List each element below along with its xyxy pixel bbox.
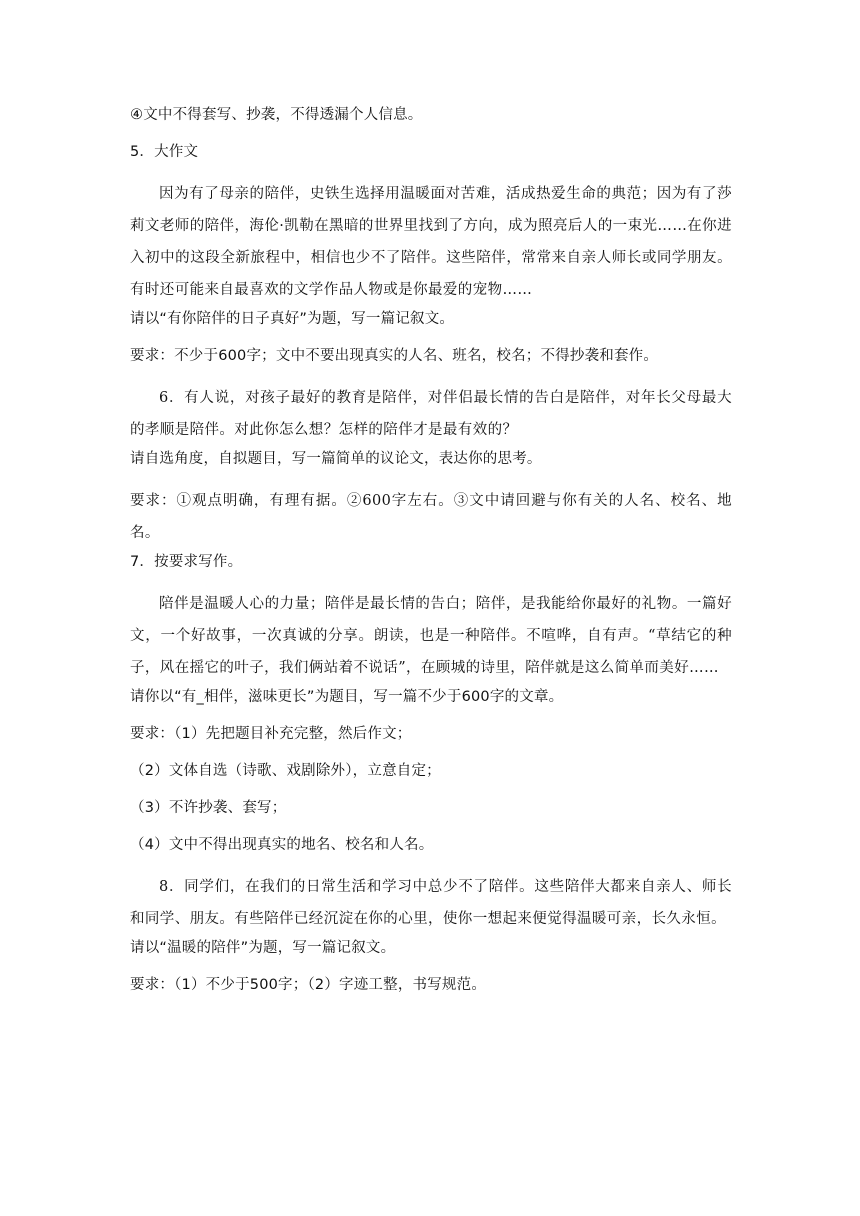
q5-task: 请以“有你陪伴的日子真好”为题，写一篇记叙文。	[130, 311, 455, 327]
q7-task: 请你以“有_相伴，滋味更长”为题目，写一篇不少于600字的文章。	[130, 689, 564, 705]
q7-requirement-3: （3）不许抄袭、套写；	[130, 800, 287, 816]
q7-requirement-2: （2）文体自选（诗歌、戏剧除外），立意自定；	[130, 763, 441, 779]
q6-task: 请自选角度，自拟题目，写一篇简单的议论文，表达你的思考。	[130, 451, 542, 467]
q8-requirement: 要求：（1）不少于500字；（2）字迹工整，书写规范。	[130, 977, 487, 993]
document-page	[130, 104, 732, 1011]
q7-material: 陪伴是温暖人心的力量；陪伴是最长情的告白；陪伴，是我能给你最好的礼物。一篇好文，一个好故事，一次真诚的分享。朗读，也是一种陪伴。不喧哗，自有声。“草结它的种子，风在摇它的叶子，我们俩站着不说话”，在顾城的诗里，陪伴就是这么简单而美好……	[130, 596, 732, 676]
q5-requirement: 要求：不少于600字；文中不要出现真实的人名、班名，校名；不得抄袭和套作。	[130, 348, 659, 364]
q7-requirement-1: 要求：（1）先把题目补充完整，然后作文；	[130, 726, 412, 742]
q7-requirement-4: （4）文中不得出现真实的地名、校名和人名。	[130, 837, 434, 853]
q8-task: 请以“温暖的陪伴”为题，写一篇记叙文。	[130, 940, 396, 956]
q4-requirement-4: ④文中不得套写、抄袭，不得透漏个人信息。	[130, 107, 423, 123]
q6-material: 6．有人说，对孩子最好的教育是陪伴，对伴侣最长情的告白是陪伴，对年长父母最大的孝顺是陪伴。对此你怎么想？怎样的陪伴才是最有效的？	[130, 390, 732, 438]
q8-material: 8．同学们，在我们的日常生活和学习中总少不了陪伴。这些陪伴大都来自亲人、师长和同学、朋友。有些陪伴已经沉淀在你的心里，使你一想起来便觉得温暖可亲，长久永恒。	[130, 879, 732, 927]
q5-material: 因为有了母亲的陪伴，史铁生选择用温暖面对苦难，活成热爱生命的典范；因为有了莎莉文老师的陪伴，海伦·凯勒在黑暗的世界里找到了方向，成为照亮后人的一束光……在你进入初中的这段全新旅程中，相信也少不了陪伴。这些陪伴，常常来自亲人师长或同学朋友。有时还可能来自最喜欢的文学作品人物或是你最爱的宠物……	[130, 186, 732, 298]
q7-heading: 7．按要求写作。	[130, 554, 243, 570]
q5-heading: 5．大作文	[130, 144, 199, 160]
q6-requirement: 要求：①观点明确，有理有据。②600字左右。③文中请回避与你有关的人名、校名、地名。	[130, 493, 732, 541]
